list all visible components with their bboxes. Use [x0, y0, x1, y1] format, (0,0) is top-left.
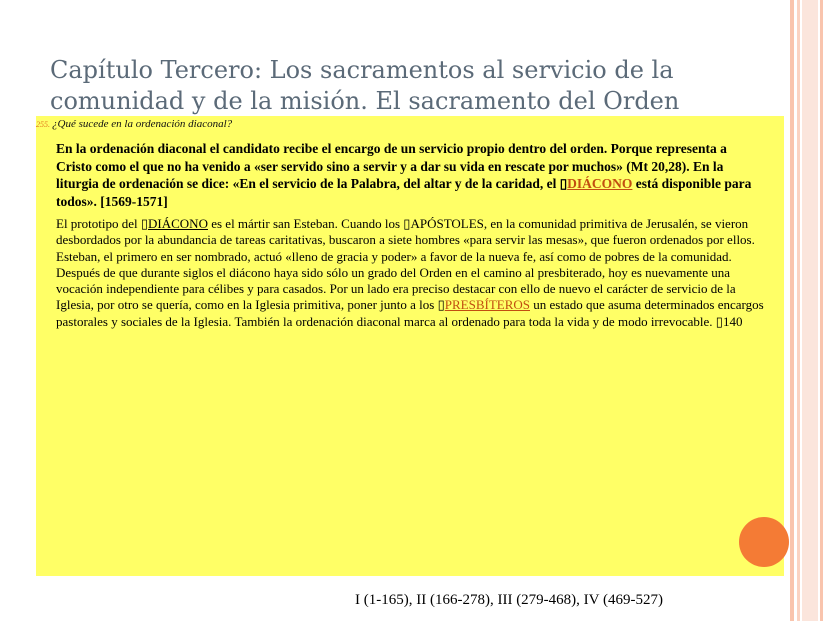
- question-line: [36, 118, 232, 130]
- stripe: [820, 0, 823, 621]
- stripe: [797, 0, 800, 621]
- body-part: El prototipo del: [56, 216, 141, 231]
- body-part: es el mártir san Esteban. Cuando los: [207, 216, 404, 231]
- explanation-text: [56, 216, 768, 330]
- diacono-link[interactable]: DIÁCONO: [567, 176, 633, 191]
- content-panel: [36, 116, 784, 576]
- stripe: [790, 0, 794, 621]
- diacono-link[interactable]: DIÁCONO: [148, 216, 208, 231]
- glyph-marker: ▯: [403, 216, 411, 231]
- glyph-marker: ▯: [437, 297, 445, 313]
- section-index-footer: I (1-165), II (166-278), III (279-468), IV (469-527): [355, 592, 663, 608]
- glyph-marker: ▯: [715, 313, 723, 329]
- body-part: , en la comunidad primitiva de Jerusalén, se vieron desbordados por la abundancia de tareas caritativas, buscaron a siete hombres «para servir las mesas», que fueron ordenados por ellos. Esteban, el primero en ser nombrado, actuó «lleno de gracia y poder» a favor de la nueva fe, así como de pobres de la comunidad. Después de que durante siglos el diácono haya sido sólo un grado del Orden en el camino al presbiterado, hoy es nuevamente una vocación independiente para célibes y para casados. Por un lado era preciso destacar con ello de nuevo el carácter de servicio de la Iglesia, por otro se quería, como en la Iglesia primitiva, poner junto a los: [56, 216, 755, 313]
- answer-text: [56, 140, 756, 210]
- slide-title: Capítulo Tercero: Los sacramentos al servicio de la comunidad y de la misión. El sacramento del Orden: [50, 56, 680, 115]
- answer-part: En la ordenación diaconal el candidato recibe el encargo de un servicio propio dentro del orden. Porque representa a Cristo como el que no ha venido a «ser servido sino a servir y a dar su vida en rescate por muchos» (Mt 20,28). En la liturgia de ordenación se dice: «En el servicio de la Palabra, del altar y de la caridad, el: [56, 141, 727, 191]
- accent-circle: [739, 517, 789, 567]
- decorative-stripes: [788, 0, 828, 621]
- question-number: 255.: [36, 120, 50, 129]
- body-part: un estado que asuma determinados encargos pastorales y sociales de la Iglesia. También la ordenación diaconal marca al ordenado para toda la vida y de modo irrevocable.: [56, 297, 764, 329]
- question-text: ¿Qué sucede en la ordenación diaconal?: [52, 118, 233, 130]
- reference-number: 140: [722, 313, 743, 329]
- answer-part: está disponible para todos». [1569-1571]: [56, 176, 752, 209]
- body-part: APÓSTOLES: [410, 216, 484, 231]
- presbiteros-link[interactable]: PRESBÍTEROS: [444, 297, 530, 313]
- glyph-marker: ▯: [140, 216, 149, 231]
- glyph-marker: ▯: [559, 176, 568, 191]
- stripe: [802, 0, 818, 621]
